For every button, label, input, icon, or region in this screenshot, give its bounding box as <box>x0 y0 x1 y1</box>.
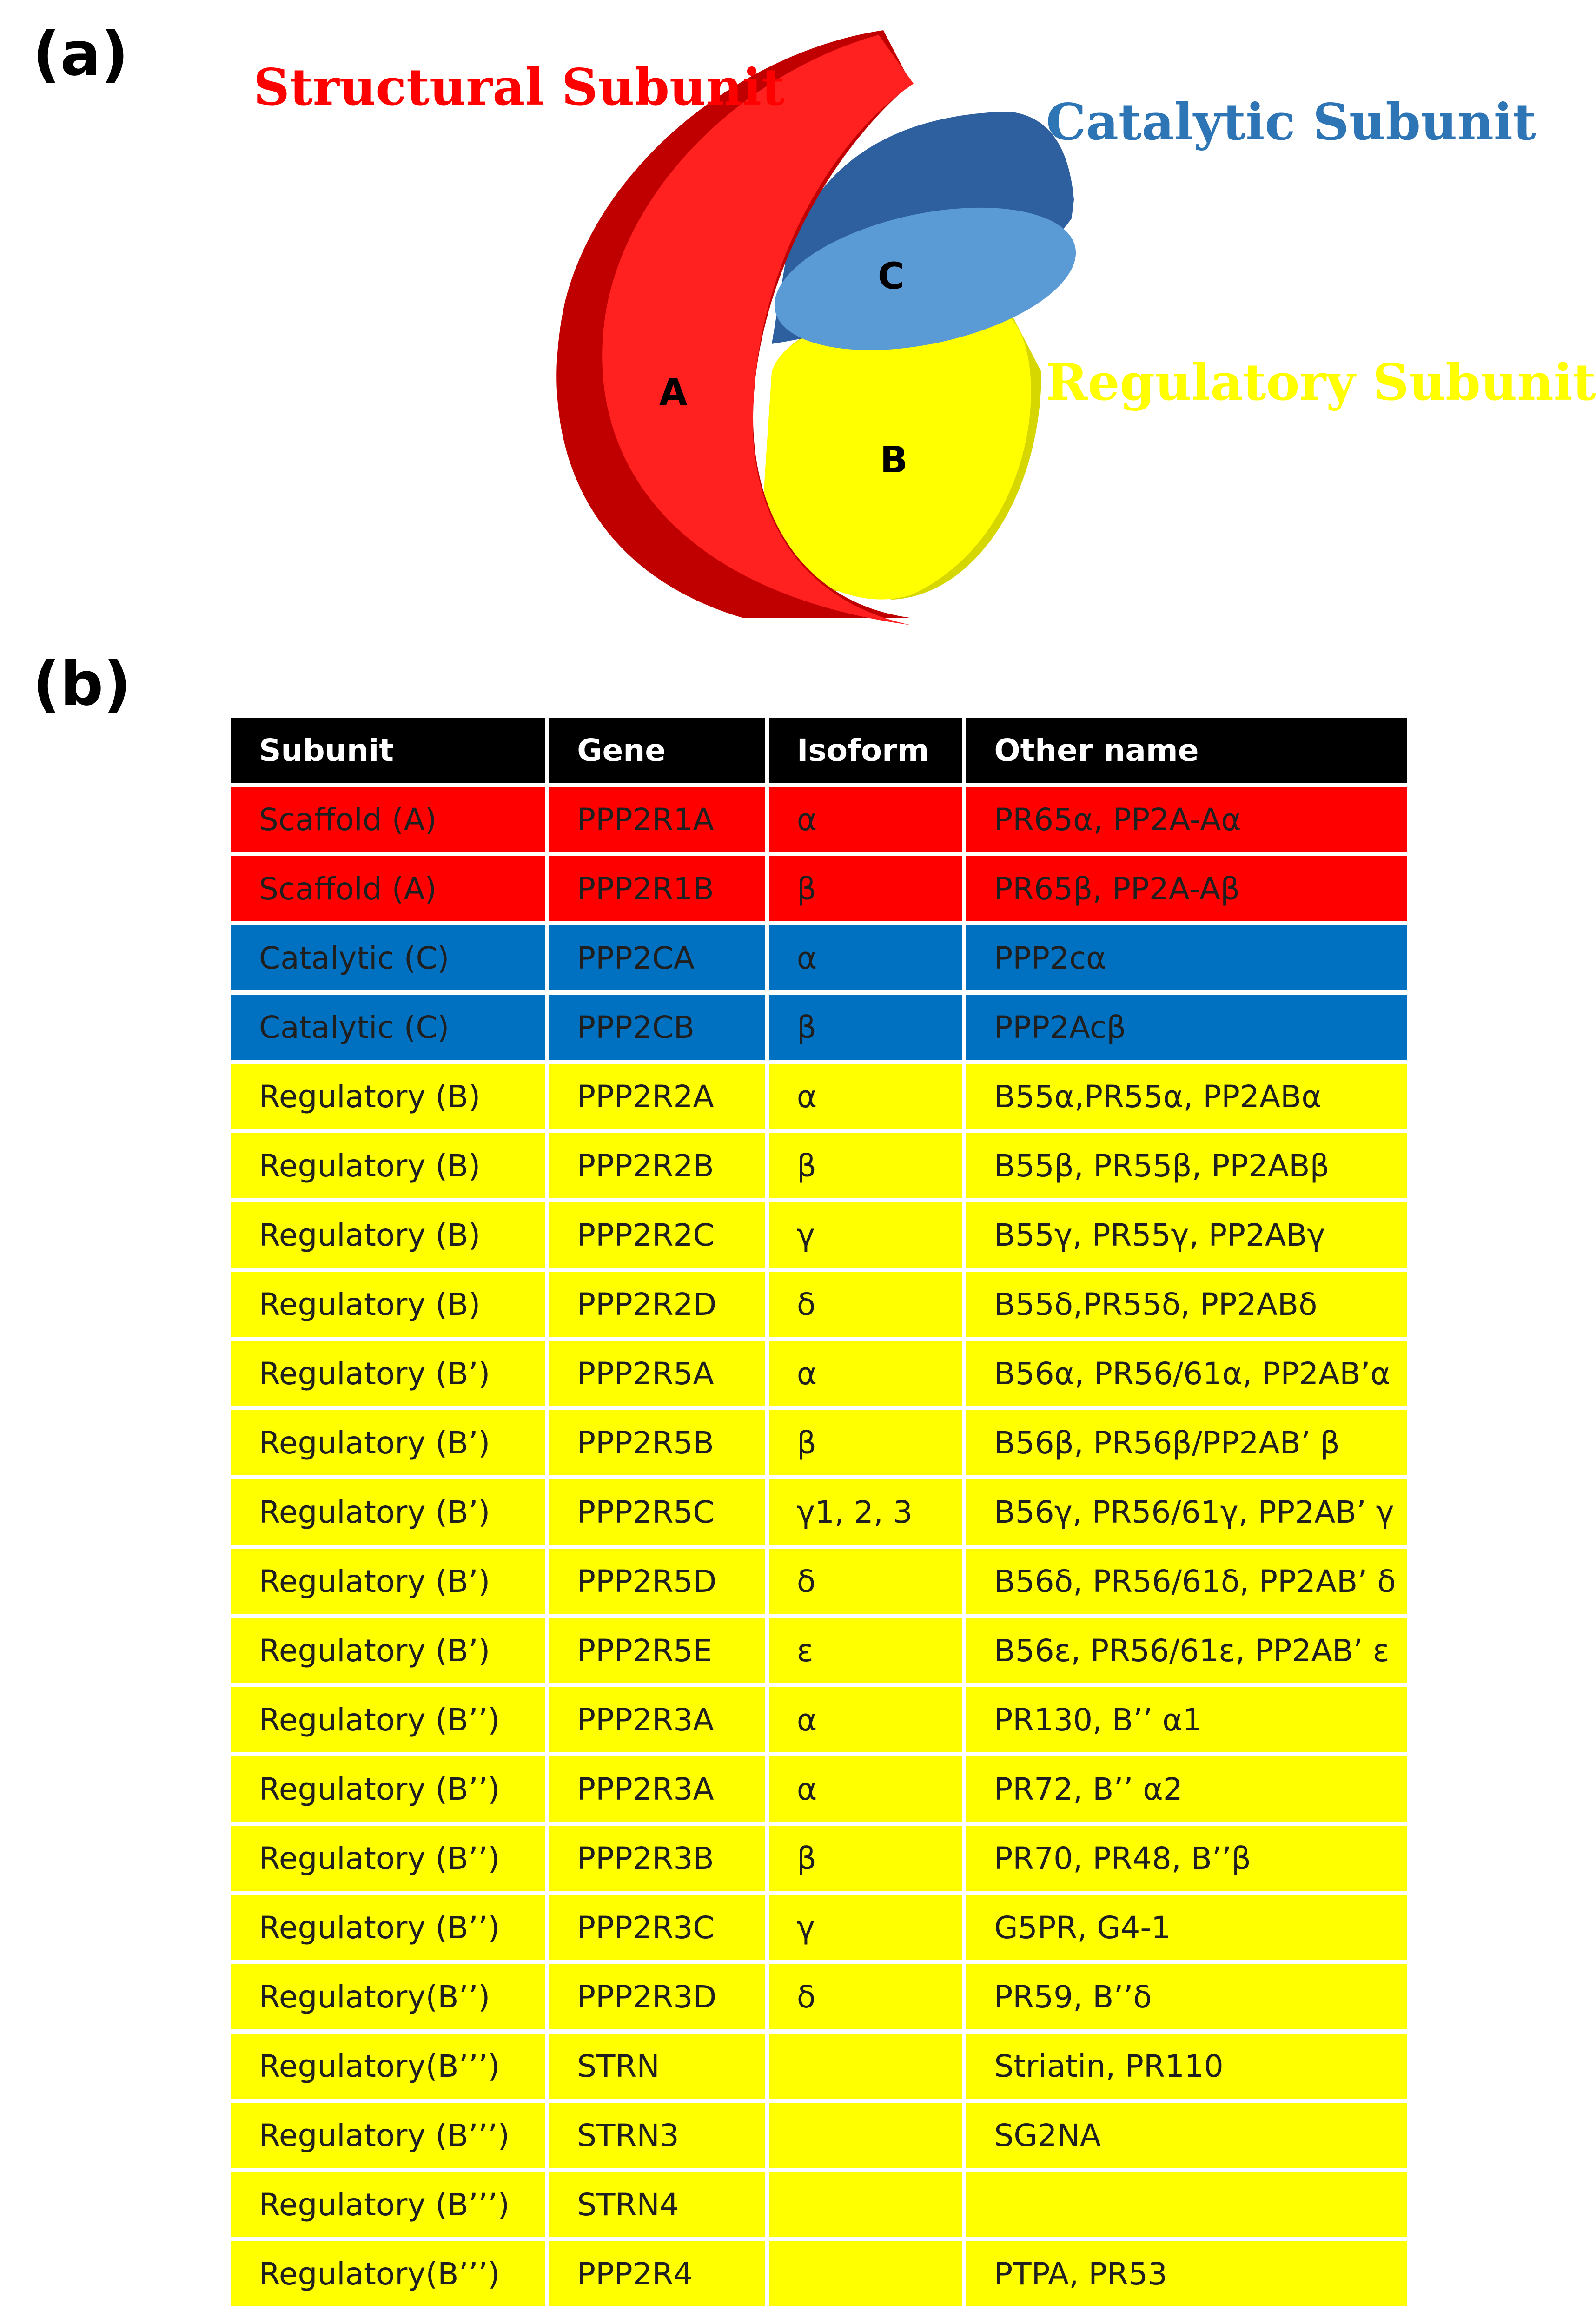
table-row <box>231 1687 1407 1752</box>
isoform-cell: δ <box>769 1964 962 2029</box>
gene-cell: PPP2R5C <box>549 1479 765 1545</box>
table-row <box>231 1895 1407 1960</box>
subunit-cell: Regulatory(B’’’) <box>231 2034 545 2099</box>
subunit-cell: Regulatory (B) <box>231 1133 545 1198</box>
letter-a: A <box>659 372 688 414</box>
subunit-cell: Regulatory (B) <box>231 1202 545 1268</box>
gene-cell: STRN <box>549 2034 765 2099</box>
gene-cell: PPP2R4 <box>549 2241 765 2306</box>
subunit-cell: Regulatory (B’) <box>231 1479 545 1545</box>
table-row <box>231 925 1407 990</box>
table-row <box>231 856 1407 921</box>
subunit-cell: Catalytic (C) <box>231 995 545 1060</box>
table-row <box>231 1479 1407 1545</box>
subunit-cell: Catalytic (C) <box>231 925 545 990</box>
subunit-cell: Regulatory (B’’) <box>231 1826 545 1891</box>
table-row <box>231 995 1407 1060</box>
gene-cell: STRN4 <box>549 2172 765 2237</box>
other-name-cell: B56α, PR56/61α, PP2AB’α <box>966 1341 1407 1406</box>
gene-cell: PPP2R5A <box>549 1341 765 1406</box>
table-row <box>231 1549 1407 1614</box>
gene-cell: PPP2R3C <box>549 1895 765 1960</box>
isoform-cell: γ <box>769 1202 962 1268</box>
subunit-cell: Regulatory (B’’’) <box>231 2103 545 2168</box>
subunit-cell: Regulatory(B’’) <box>231 1964 545 2029</box>
gene-cell: PPP2R3A <box>549 1756 765 1822</box>
isoform-cell: α <box>769 1064 962 1129</box>
subunit-cell: Regulatory (B) <box>231 1272 545 1337</box>
table-row <box>231 1133 1407 1198</box>
table-row <box>231 2172 1407 2237</box>
other-name-cell: PR59, B’’δ <box>966 1964 1407 2029</box>
subunit-cell: Regulatory (B’’) <box>231 1895 545 1960</box>
subunit-cell: Scaffold (A) <box>231 856 545 921</box>
table-row <box>231 2241 1407 2306</box>
isoform-cell: β <box>769 1410 962 1475</box>
subunit-cell: Regulatory (B’) <box>231 1341 545 1406</box>
other-name-cell: PR72, B’’ α2 <box>966 1756 1407 1822</box>
table-row <box>231 1272 1407 1337</box>
gene-cell: PPP2R5D <box>549 1549 765 1614</box>
isoform-cell: δ <box>769 1549 962 1614</box>
header-gene: Gene <box>549 718 765 783</box>
isoform-cell: α <box>769 1341 962 1406</box>
other-name-cell: B55β, PR55β, PP2ABβ <box>966 1133 1407 1198</box>
table-row <box>231 1064 1407 1129</box>
isoform-cell: γ <box>769 1895 962 1960</box>
isoform-cell: α <box>769 925 962 990</box>
other-name-cell <box>966 2172 1407 2237</box>
subunit-cell: Scaffold (A) <box>231 787 545 852</box>
subunit-cell: Regulatory (B) <box>231 1064 545 1129</box>
table-header-row <box>231 718 1407 783</box>
table-row <box>231 1756 1407 1822</box>
gene-cell: PPP2R3B <box>549 1826 765 1891</box>
gene-cell: PPP2R3A <box>549 1687 765 1752</box>
other-name-cell: PR65β, PP2A-Aβ <box>966 856 1407 921</box>
table-row <box>231 2034 1407 2099</box>
other-name-cell: B55δ,PR55δ, PP2ABδ <box>966 1272 1407 1337</box>
other-name-cell: PPP2Acβ <box>966 995 1407 1060</box>
subunit-cell: Regulatory (B’’’) <box>231 2172 545 2237</box>
other-name-cell: B56δ, PR56/61δ, PP2AB’ δ <box>966 1549 1407 1614</box>
isoform-cell: ε <box>769 1618 962 1683</box>
pp2a-subunit-table <box>227 713 1411 2311</box>
isoform-cell <box>769 2103 962 2168</box>
other-name-cell: B56β, PR56β/PP2AB’ β <box>966 1410 1407 1475</box>
gene-cell: PPP2CB <box>549 995 765 1060</box>
gene-cell: PPP2R5B <box>549 1410 765 1475</box>
gene-cell: PPP2R2D <box>549 1272 765 1337</box>
other-name-cell: B55α,PR55α, PP2ABα <box>966 1064 1407 1129</box>
isoform-cell <box>769 2034 962 2099</box>
other-name-cell: PTPA, PR53 <box>966 2241 1407 2306</box>
table-row <box>231 2103 1407 2168</box>
structural-subunit-title: Structural Subunit <box>253 58 785 117</box>
other-name-cell: B55γ, PR55γ, PP2ABγ <box>966 1202 1407 1268</box>
regulatory-subunit-title: Regulatory Subunit <box>1046 353 1596 412</box>
header-subunit: Subunit <box>231 718 545 783</box>
letter-c: C <box>878 256 905 297</box>
gene-cell: PPP2R2A <box>549 1064 765 1129</box>
other-name-cell: PR130, B’’ α1 <box>966 1687 1407 1752</box>
other-name-cell: PR65α, PP2A-Aα <box>966 787 1407 852</box>
table-row <box>231 1341 1407 1406</box>
subunit-cell: Regulatory (B’) <box>231 1410 545 1475</box>
isoform-cell: α <box>769 787 962 852</box>
gene-cell: PPP2CA <box>549 925 765 990</box>
other-name-cell: G5PR, G4-1 <box>966 1895 1407 1960</box>
table-row <box>231 1964 1407 2029</box>
isoform-cell: α <box>769 1687 962 1752</box>
panel-label-a: (a) <box>33 19 129 89</box>
panel-label-b: (b) <box>33 648 131 719</box>
other-name-cell: B56γ, PR56/61γ, PP2AB’ γ <box>966 1479 1407 1545</box>
isoform-cell: α <box>769 1756 962 1822</box>
subunit-cell: Regulatory (B’’) <box>231 1687 545 1752</box>
table-row <box>231 1618 1407 1683</box>
other-name-cell: Striatin, PR110 <box>966 2034 1407 2099</box>
other-name-cell: PPP2cα <box>966 925 1407 990</box>
table-row <box>231 787 1407 852</box>
subunit-cell: Regulatory (B’’) <box>231 1756 545 1822</box>
header-other-name: Other name <box>966 718 1407 783</box>
gene-cell: PPP2R1A <box>549 787 765 852</box>
table-row <box>231 1410 1407 1475</box>
other-name-cell: PR70, PR48, B’’β <box>966 1826 1407 1891</box>
isoform-cell <box>769 2172 962 2237</box>
gene-cell: PPP2R1B <box>549 856 765 921</box>
table-row <box>231 1202 1407 1268</box>
catalytic-subunit-title: Catalytic Subunit <box>1046 93 1536 152</box>
isoform-cell: β <box>769 1133 962 1198</box>
table-row <box>231 1826 1407 1891</box>
subunit-cell: Regulatory(B’’’) <box>231 2241 545 2306</box>
isoform-cell: δ <box>769 1272 962 1337</box>
subunit-cell: Regulatory (B’) <box>231 1618 545 1683</box>
other-name-cell: SG2NA <box>966 2103 1407 2168</box>
isoform-cell: β <box>769 1826 962 1891</box>
gene-cell: PPP2R3D <box>549 1964 765 2029</box>
other-name-cell: B56ε, PR56/61ε, PP2AB’ ε <box>966 1618 1407 1683</box>
gene-cell: PPP2R5E <box>549 1618 765 1683</box>
table-body <box>231 787 1407 2306</box>
isoform-cell <box>769 2241 962 2306</box>
gene-cell: PPP2R2B <box>549 1133 765 1198</box>
isoform-cell: β <box>769 995 962 1060</box>
header-isoform: Isoform <box>769 718 962 783</box>
isoform-cell: γ1, 2, 3 <box>769 1479 962 1545</box>
gene-cell: STRN3 <box>549 2103 765 2168</box>
letter-b: B <box>880 439 908 481</box>
gene-cell: PPP2R2C <box>549 1202 765 1268</box>
subunit-cell: Regulatory (B’) <box>231 1549 545 1614</box>
isoform-cell: β <box>769 856 962 921</box>
